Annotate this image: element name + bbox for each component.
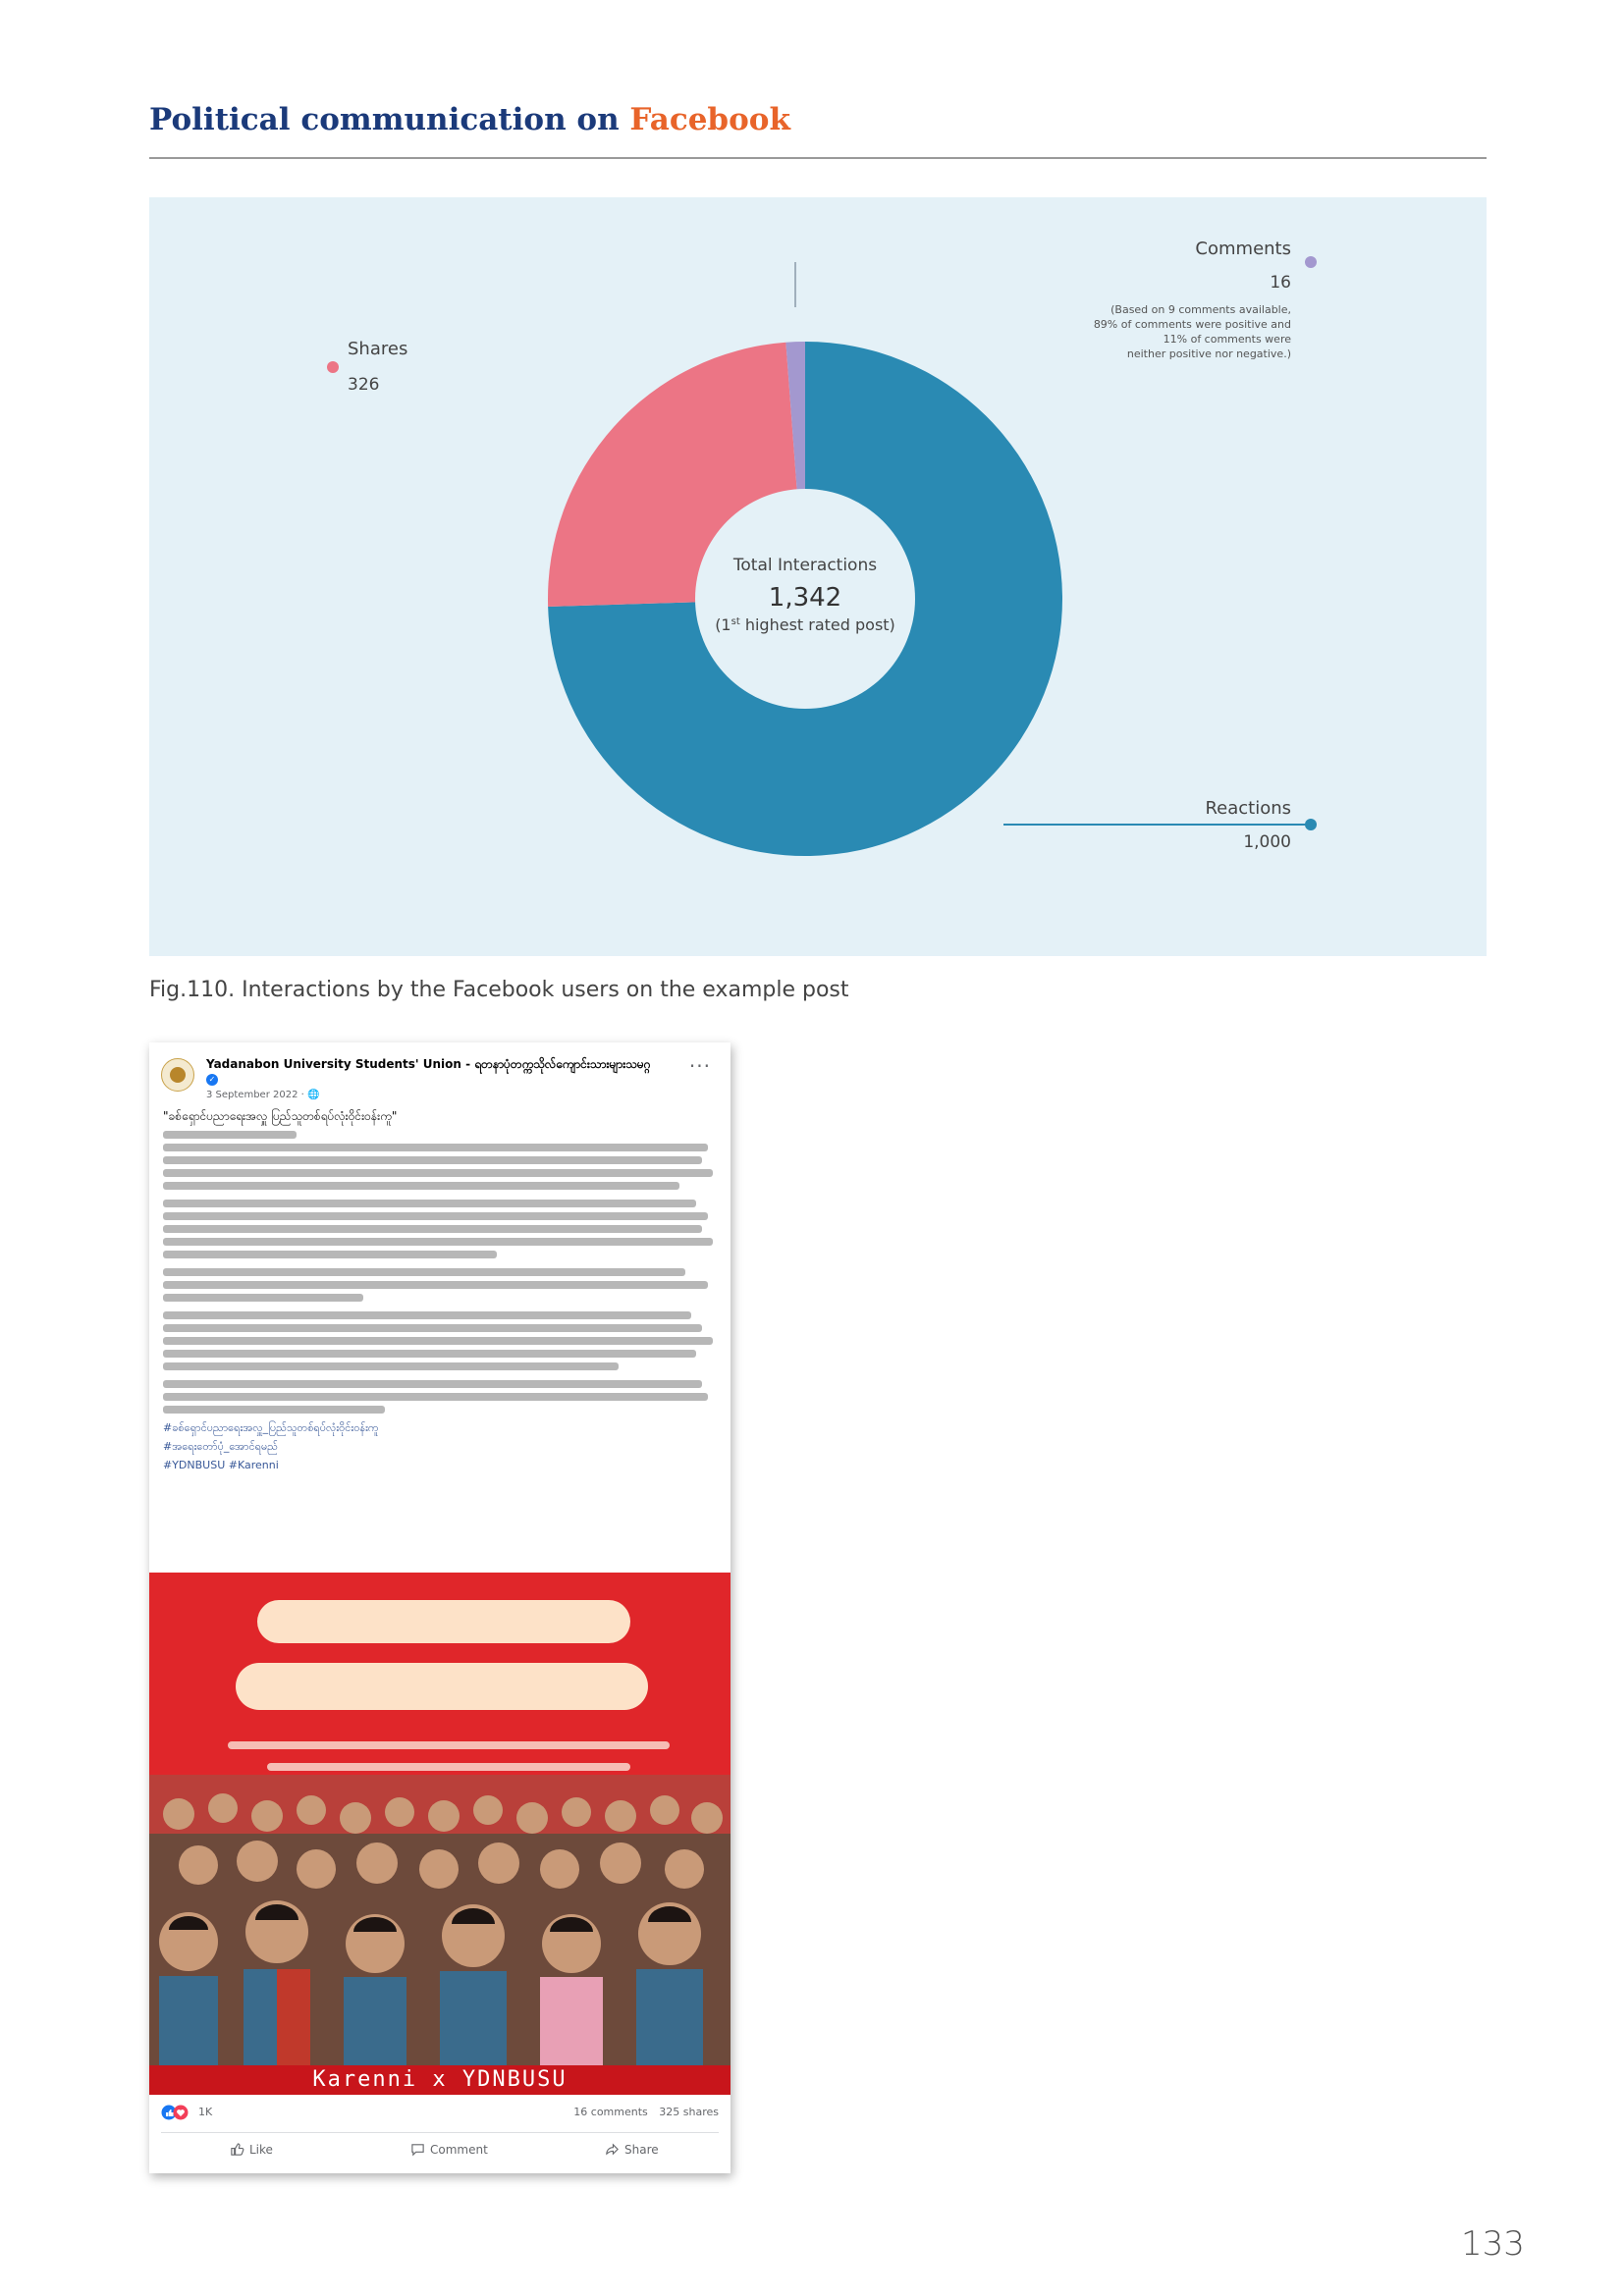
thumbs-up-icon [230, 2142, 244, 2157]
reactions-count[interactable]: 1K [198, 2106, 213, 2118]
figure-caption: Fig.110. Interactions by the Facebook users on the example post [149, 978, 849, 1002]
action-divider [161, 2132, 719, 2133]
image-headline-burmese-2 [236, 1663, 648, 1710]
comments-note-line-1: (Based on 9 comments available, [1110, 303, 1291, 316]
post-action-bar [161, 2138, 719, 2165]
center-note: (1st highest rated post) [715, 615, 895, 634]
post-header [161, 1052, 719, 1099]
comments-note-line-3: 11% of comments were [1163, 333, 1291, 346]
image-banner-text: Karenni x YDNBUSU [149, 2065, 731, 2095]
image-subtitle-line-1 [228, 1741, 670, 1749]
share-arrow-icon [605, 2142, 620, 2157]
shares-count[interactable]: 325 shares [659, 2106, 719, 2118]
shares-legend-dot [327, 361, 339, 373]
comment-bubble-icon [410, 2142, 425, 2157]
page-header-title [149, 102, 790, 137]
reactions-label: Reactions [1205, 798, 1291, 819]
header-title-main: Political communication on [149, 102, 630, 137]
post-image [149, 1573, 731, 2095]
comments-label: Comments [1195, 239, 1291, 259]
donut-chart [149, 197, 1487, 956]
page-name: Yadanabon University Students' Union - ရတနာပုံတက္ကသိုလ်ကျောင်းသားများသမဂ္ဂ [206, 1057, 651, 1071]
reactions-legend-dot [1305, 819, 1317, 830]
image-subtitle-line-2 [267, 1763, 630, 1771]
hashtag-1[interactable]: #ခစ်ရှောင်ပညာရေးအလှူ_ပြည်သူတစ်ရပ်လုံးဝိုင်းဝန်းကူ [163, 1421, 379, 1434]
post-stats-row [161, 2103, 719, 2122]
shares-label: Shares [348, 339, 408, 359]
post-quote: "ခစ်ရှောင်ပညာရေးအလှူ ပြည်သူတစ်ရပ်လုံးဝိုင်းဝန်းကူ" [163, 1109, 398, 1123]
post-text-paragraphs [163, 1131, 719, 1414]
like-button[interactable]: Like [230, 2142, 273, 2157]
comments-value: 16 [1270, 273, 1291, 293]
image-headline-burmese-1 [257, 1600, 630, 1643]
donut-chart-panel [149, 197, 1487, 956]
header-divider [149, 157, 1487, 159]
hashtag-2[interactable]: #အရေးတော်ပုံ_အောင်ရမည် [163, 1440, 278, 1453]
shares-value: 326 [348, 375, 380, 395]
post-date: 3 September 2022 · 🌐 [206, 1090, 320, 1100]
page-number: 133 [1461, 2224, 1525, 2264]
center-label: Total Interactions [732, 556, 878, 575]
header-title-accent: Facebook [629, 102, 790, 137]
share-button[interactable]: Share [605, 2142, 659, 2157]
reactions-value: 1,000 [1243, 832, 1291, 852]
hashtag-3[interactable]: #YDNBUSU #Karenni [163, 1459, 279, 1471]
post-body [163, 1107, 719, 1474]
comments-legend-dot [1305, 256, 1317, 268]
page-avatar [161, 1058, 194, 1092]
comments-note-line-4: neither positive nor negative.) [1126, 347, 1291, 360]
more-options-icon: ··· [688, 1054, 711, 1078]
comments-note-line-2: 89% of comments were positive and [1093, 318, 1291, 331]
facebook-post-screenshot [149, 1042, 731, 2173]
center-total: 1,342 [768, 583, 842, 613]
children-crowd-photo [149, 1775, 731, 2065]
post-counts [566, 2106, 719, 2118]
comment-button[interactable]: Comment [410, 2142, 488, 2157]
comments-count[interactable]: 16 comments [573, 2106, 648, 2118]
globe-icon: 🌐 [306, 1090, 320, 1100]
like-love-reaction-icons [161, 2105, 194, 2120]
verified-icon: ✓ [206, 1074, 218, 1086]
